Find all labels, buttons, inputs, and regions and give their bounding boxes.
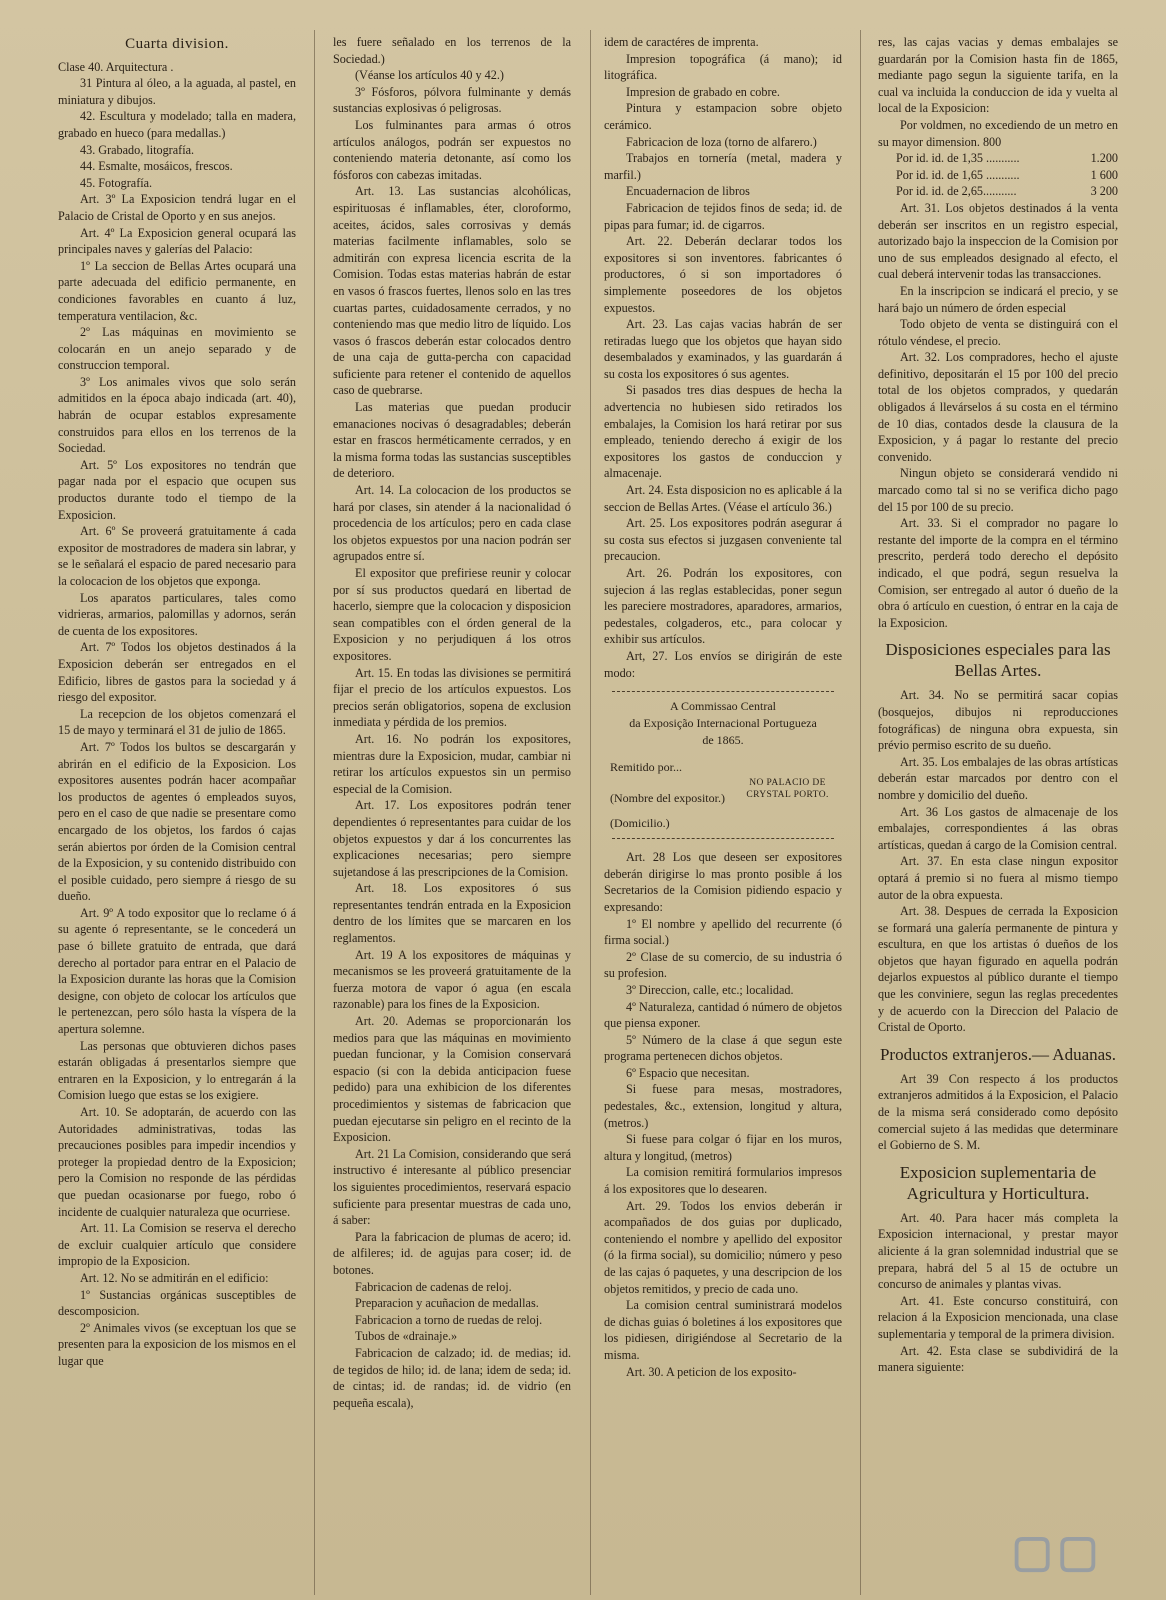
paragraph: Ningun objeto se considerará vendido ni marcado como tal si no se verifica dicho pago del 15 por 100 de su precio. (878, 466, 1118, 514)
paragraph: Art. 42. Esta clase se subdividirá de la manera siguiente: (878, 1343, 1118, 1375)
paragraph: Art. 31. Los objetos destinados á la venta deberán ser inscritos en un registro especial, autorizado bajo la inspeccion de la Comision por uno de sus empleados designado al efecto, el cual deberá intervenir todas las transacciones. (878, 200, 1118, 282)
column-4 (878, 34, 1118, 1594)
paragraph: (Véanse los artículos 40 y 42.) (355, 68, 504, 83)
tariff-amount: 1 600 (1090, 167, 1118, 182)
paragraph: Art. 24. Esta disposicion no es aplicable á la seccion de Bellas Artes. (Véase el artículo 36.) (604, 483, 842, 514)
paragraph: Art. 5º Los expositores no tendrán que pagar nada por el espacio que ocupen sus productos durante todo el tiempo de la Exposicion. (58, 457, 296, 522)
paragraph: 45. Fotografía. (80, 175, 153, 190)
sender-domicile: (Domicilio.) (610, 816, 670, 831)
paragraph: Art. 40. Para hacer más completa la Exposicion internacional, y prestar mayor aliciente á la gran solemnidad industrial que se prepara, habrá del 5 al 15 de octubre un concurso de animales y plantas vivas. (878, 1210, 1118, 1292)
paragraph: 31 Pintura al óleo, a la aguada, al pastel, en miniatura y dibujos. (58, 76, 296, 107)
column-3-bottom (604, 849, 842, 1380)
paragraph: Art. 20. Ademas se proporcionarán los medios para que las máquinas en movimiento puedan funcionar, y la Comision conservará espacio (si con la debida anticipacion fuese pedido) para una exhibicion de los diferentes procedimientos y sistemas de fabricacion que puedan ejecutarse sin peligro en el recinto de la Exposicion. (333, 1014, 571, 1145)
paragraph: Art. 34. No se permitirá sacar copias (bosquejos, dibujos ni reproducciones fotográficas) de ninguna obra expuesta, sin prévio permiso escrito de su dueño. (878, 688, 1118, 753)
paragraph: Art. 30. A peticion de los exposito- (626, 1364, 797, 1379)
paragraph: idem de caractéres de imprenta. (604, 35, 759, 49)
paragraph: Encuadernacion de libros (626, 184, 750, 199)
address-palace: NO PALACIO DE (749, 778, 826, 789)
paragraph: Art. 7º Todos los bultos se descargarán y abrirán en el edificio de la Exposicion. Los expositores ausentes podrán hacer acompañar los productos de agentes ó empleados suyos, pero en el caso de que nadie se presentare como encargado de los objetos, los fardos ó cajas serán abiertos por órden de la Comision central de la Exposicion, y su contenido distribuido con el posible cuidado, pero siempre á riesgo de su dueño. (58, 739, 296, 904)
paragraph: Trabajos en tornería (metal, madera y marfil.) (604, 151, 842, 182)
column-rule (590, 30, 591, 1595)
paragraph: Fabricacion de tejidos finos de seda; id. de pipas para fumar; id. de cigarros. (604, 200, 842, 232)
paragraph: Art. 13. Las sustancias alcohólicas, espirituosas é inflamables, éter, cloroformo, aceites, ácidos, sales corrosivas y demás materias facilmente inflamables, solo se admitirán con expresa licencia escrita de la Comision. Todas estas materias habrán de estar en vasos ó frascos fuertes, llenos solo en las tres cuartas partes, cuidadosamente cerrados, y no conteniendo mas que medio litro de líquido. Los vasos ó frascos deberán estar colocados dentro de una caja de gutta-percha con capacidad suficiente para retener el contenido de aquellos caso de quebrarse. (333, 184, 571, 398)
address-right (733, 759, 842, 832)
library-stamp-icon: ▢▢ (1011, 1527, 1103, 1576)
column-rule (860, 30, 861, 1595)
paragraph: Los fulminantes para armas ó otros artículos análogos, podrán ser expuestos no conteniendo materia detonante, así como los fósforos con cabezas imitadas. (333, 117, 571, 182)
paragraph: Fabricacion de loza (torno de alfarero.) (626, 134, 817, 149)
column-4-top (878, 34, 1118, 150)
paragraph: Art. 19 A los expositores de máquinas y mecanismos se les proveerá gratuitamente de la fuerza motora de vapor ó agua (en escala razonable) para los fines de la Exposicion. (333, 947, 571, 1012)
paragraph: Art. 38. Despues de cerrada la Exposicion se formará una galería permanente de pintura y escultura, en que los artistas ó dueños de los objetos que hayan figurado en aquella podrán dejarlos expuestos al público durante el tiempo que les conviniere, segun las reglas precedentes y de acuerdo con la Direccion del Palacio de Cristal de Oporto. (878, 904, 1118, 1035)
paragraph: 4º Naturaleza, cantidad ó número de objetos que piensa exponer. (604, 999, 842, 1031)
paragraph: 3º Fósforos, pólvora fulminante y demás sustancias explosivas ó peligrosas. (333, 84, 571, 116)
section-heading: Productos extranjeros.— Aduanas. (879, 1044, 1117, 1064)
paragraph: 6º Espacio que necesitan. (626, 1065, 750, 1080)
paragraph: Tubos de «drainaje.» (355, 1329, 458, 1344)
address-rule (612, 838, 834, 839)
paragraph: 3º Los animales vivos que solo serán admitidos en la época abajo indicada (art. 40), habrán de ocupar establos expresamente construidos para ellos en los terrenos de la Sociedad. (58, 374, 296, 456)
sender-label: Remitido por... (610, 760, 682, 775)
tariff-amount: 1.200 (1090, 151, 1118, 166)
paragraph: Preparacion y acuñacion de medallas. (355, 1296, 539, 1311)
paragraph: Pintura y estampacion sobre objeto cerámico. (604, 101, 842, 132)
column-rule (314, 30, 315, 1595)
paragraph: Las personas que obtuvieren dichos pases estarán obligadas á presentarlos siempre que entraren en la Exposicion, y lo entregarán á la Comision luego que estas se los exigiere. (58, 1038, 296, 1103)
paragraph: Art. 12. No se admitirán en el edificio: (80, 1270, 269, 1285)
paragraph: Art. 16. No podrán los expositores, mientras dure la Exposicion, mudar, cambiar ni retirar los artículos expuestos sin un permiso especial de la Comision. (333, 731, 571, 796)
column-2 (333, 34, 571, 1594)
paragraph: Art 39 Con respecto á los productos extranjeros admitidos á la Exposicion, el Palacio de la misma será considerado como depósito comercial sujeto á las medidas que determinare el Gobierno de S. M. (878, 1071, 1118, 1153)
paragraph: Art. 37. En esta clase ningun expositor optará á premio si no fuera al mismo tiempo autor de la obra expuesta. (878, 854, 1118, 902)
sender-name: (Nombre del expositor.) (610, 791, 725, 806)
paragraph: Art. 29. Todos los envios deberán ir acompañados de dos guias por duplicado, conteniendo el nombre y apellido del expositor (ó la firma social), su domicilio; número y peso de las cajas ó paquetes, y una descripcion de los objetos remitidos, y precio de cada uno. (604, 1198, 842, 1296)
paragraph: les fuere señalado en los terrenos de la Sociedad.) (333, 35, 571, 66)
paragraph: Art. 28 Los que deseen ser expositores deberán dirigirse lo mas pronto posible á los Secretarios de la Comision pidiendo espacio y expresando: (604, 850, 842, 914)
paragraph: Art. 41. Este concurso constituirá, con relacion á la Exposicion mencionada, una clase suplementaria y temporal de la primera division. (878, 1293, 1118, 1341)
paragraph: Las materias que puedan producir emanaciones nocivas ó desagradables; deberán estar en frascos herméticamente cerrados, y en la misma forma todas las sustancias susceptibles de deterioro. (333, 400, 571, 481)
tariff-row (878, 150, 1118, 167)
paragraph: 42. Escultura y modelado; talla en madera, grabado en hueco (para medallas.) (58, 109, 296, 140)
paragraph: 2º Clase de su comercio, de su industria ó su profesion. (604, 949, 842, 981)
paragraph: 1º La seccion de Bellas Artes ocupará una parte adecuada del edificio permanente, en condiciones favorables en cuanto á luz, temperatura ventilacion, &c. (58, 258, 296, 323)
tariff-row (878, 183, 1118, 200)
paragraph: Art. 6º Se proveerá gratuitamente á cada expositor de mostradores de madera sin labrar, y se le señalará el espacio de pared necesario para la colocacion de los objetos que exponga. (58, 524, 296, 588)
tariff-label: Por id. id. de 1,35 ........... (896, 151, 1020, 166)
paragraph: Art. 15. En todas las divisiones se permitirá fijar el precio de los artículos expuestos. Los precios serán obligatorios, sopena de exclusion inmediata y pérdida de los premios. (333, 665, 571, 730)
paragraph: Fabricacion a torno de ruedas de reloj. (355, 1312, 543, 1327)
paragraph: Art. 18. Los expositores ó sus representantes tendrán entrada en la Exposicion dentro de los límites que se marcaren en los reglamentos. (333, 881, 571, 946)
tariff-row (878, 167, 1118, 184)
paragraph: En la inscripcion se indicará el precio, y se hará bajo un número de órden especial (878, 283, 1118, 315)
paragraph: 1º Sustancias orgánicas susceptibles de descomposicion. (58, 1287, 296, 1319)
paragraph: Por voldmen, no excediendo de un metro en su mayor dimension. 800 (878, 117, 1118, 149)
paragraph: Art, 27. Los envíos se dirigirán de este modo: (604, 648, 842, 680)
address-left (604, 759, 733, 832)
tariff-amount: 3 200 (1090, 184, 1118, 199)
paragraph: Todo objeto de venta se distinguirá con el rótulo véndese, el precio. (878, 317, 1118, 348)
address-body (604, 759, 842, 832)
address-rule (612, 691, 834, 692)
paragraph: La comision central suministrará modelos de dichas guias ó boletines á los expositores que los pidiesen, dirigiéndose al Secretario de la misma. (604, 1298, 842, 1362)
paragraph: Art. 3º La Exposicion tendrá lugar en el Palacio de Cristal de Oporto y en sus anejos. (58, 192, 296, 223)
paragraph: Fabricacion de cadenas de reloj. (355, 1279, 512, 1294)
paragraph: Art. 14. La colocacion de los productos se hará por clases, sin atender á la nacionalidad ó procedencia de los artículos; pero en cada clase los objetos expuestos por una nacion podrán ser agrupados entre sí. (333, 483, 571, 564)
address-city: CRYSTAL PORTO. (746, 790, 829, 801)
paragraph: Art. 33. Si el comprador no pagare lo restante del importe de la compra en el término prescrito, perderá todo derecho el depósito indicado, el que podrá, segun resuelva la Comision, ser entregado al autor ó dueño de la obra ó artículo en cuestion, ó entrar en la caja de la Exposicion. (878, 516, 1118, 630)
paragraph: Art. 32. Los compradores, hecho el ajuste definitivo, depositarán el 15 por 100 del precio total de los objetos comprados, y quedarán obligados á llevárselos á su costa en el término de 10 dias, contados desde la clausura de la Exposicion, y á pagar lo restante del precio convenido. (878, 350, 1118, 464)
paragraph: 2º Las máquinas en movimiento se colocarán en un anejo separado y de construccion temporal. (58, 325, 296, 373)
paragraph: La recepcion de los objetos comenzará el 15 de mayo y terminará el 31 de julio de 1865. (58, 706, 296, 738)
paragraph: Art. 22. Deberán declarar todos los expositores si son inventores. fabricantes ó productores, ó si son importadores ó simplemente poseedores de los objetos expuestos. (604, 234, 842, 315)
paragraph: Art. 7º Todos los objetos destinados á la Exposicion deberán ser entregados en el Edificio, libres de gastos para la sociedad y á riesgo del expositor. (58, 640, 296, 705)
storage-tariff (878, 150, 1118, 200)
paragraph: Art. 9º A todo expositor que lo reclame ó á su agente ó representante, se le concederá un pase ó billete gratuito de entrada, que dará derecho al portador para entrar en el Palacio de la Exposicion durante las horas que la Comision designe, con objeto de colocar los artículos que le pertenezcan, pero sólo hasta la víspera de la apertura solemne. (58, 905, 296, 1037)
paragraph: Art. 35. Los embalajes de las obras artísticas deberán estar marcados por dentro con el nombre y domicilio del dueño. (878, 754, 1118, 802)
tariff-label: Por id. id. de 1,65 ........... (896, 167, 1020, 182)
paragraph: El expositor que prefiriese reunir y colocar por sí sus productos quedará en libertad de hacerlo, siempre que la colocacion y disposicion sean compatibles con el órden general de la Exposicion y no perjudiquen á los otros expositores. (333, 566, 571, 663)
tariff-label: Por id. id. de 2,65........... (896, 184, 1017, 199)
column-1 (58, 34, 296, 1594)
paragraph: 3º Direccion, calle, etc.; localidad. (626, 982, 794, 997)
paragraph: Fabricacion de calzado; id. de medias; id. de tegidos de hilo; id. de lana; idem de seda; id. de cintas; id. de randas; id. de vidrio (en pequeña escala), (333, 1345, 571, 1410)
section-heading: Exposicion suplementaria de Agricultura y Horticultura. (899, 1162, 1097, 1203)
paragraph: Art. 17. Los expositores podrán tener dependientes ó representantes para cuidar de los objetos expuestos y dar á los concurrentes las explicaciones necesarias; pero siempre sujetandose á las prescripciones de la Comision. (333, 798, 571, 879)
shipping-address-block (604, 691, 842, 839)
paragraph: Para la fabricacion de plumas de acero; id. de alfileres; id. de agujas para coser; id. de botones. (333, 1229, 571, 1277)
paragraph: res, las cajas vacias y demas embalajes se guardarán por la Comision hasta fin de 1865, mediante pago segun la siguiente tarifa, en la cual va incluida la conduccion de ida y vuelta al local de la Exposicion: (878, 35, 1118, 116)
paragraph: Art. 11. La Comision se reserva el derecho de excluir cualquier artículo que considere impropio de la Exposicion. (58, 1221, 296, 1269)
paragraph: Si fuese para mesas, mostradores, pedestales, &c., extension, longitud y altura, (metros.) (604, 1082, 842, 1130)
paragraph: Art. 10. Se adoptarán, de acuerdo con las Autoridades administrativas, todas las precauciones posibles para impedir incendios y proteger la propiedad dentro de la Exposicion; pero la Comision no responde de las pérdidas que puedan ocasionarse por fuego, robo ó incidente de cualquier naturaleza que ocurriese. (58, 1105, 296, 1219)
paragraph: Art. 36 Los gastos de almacenaje de los embalajes, correspondientes á las obras artísticas, quedan á cargo de la Comision central. (878, 804, 1118, 852)
paragraph: Clase 40. Arquitectura . (58, 59, 174, 74)
address-line-2: da Exposição Internacional Portugueza (629, 716, 817, 731)
paragraph: 5º Número de la clase á que segun este programa pertenecen dichos objetos. (604, 1032, 842, 1064)
paragraph: Si pasados tres dias despues de hecha la advertencia no hubiesen sido retirados los embalajes, la Comision los hará retirar por sus empleado, teniendo derecho á exigir de los expositores los gastos de conduccion y almacenaje. (604, 383, 842, 481)
address-line-3: de 1865. (702, 733, 744, 748)
column-3-top (604, 34, 842, 681)
paragraph: Art. 21 La Comision, considerando que será instructivo é interesante al público presenciar los siguientes procedimientos, reservará espacio suficiente para presentar muestras de cada uno, á saber: (333, 1146, 571, 1228)
paragraph: Impresion de grabado en cobre. (626, 84, 780, 99)
section-heading: Cuarta division. (125, 36, 229, 52)
paragraph: Si fuese para colgar ó fijar en los muros, altura y longitud, (metros) (604, 1132, 842, 1163)
address-line-1: A Commissao Central (670, 699, 776, 714)
paragraph: 43. Grabado, litografía. (80, 142, 195, 157)
column-4-bottom (878, 200, 1118, 1376)
paragraph: La comision remitirá formularios impresos á los expositores que lo desearen. (604, 1165, 842, 1197)
paragraph: Impresion topográfica (á mano); id litográfica. (604, 51, 842, 83)
paragraph: Los aparatos particulares, tales como vidrieras, armarios, palomillas y adornos, serán de cuenta de los expositores. (58, 590, 296, 638)
column-3 (604, 34, 842, 1594)
paragraph: 2º Animales vivos (se exceptuan los que se presenten para la exposicion de los mismos en el lugar que (58, 1320, 296, 1368)
section-heading: Disposiciones especiales para las Bellas Artes. (885, 640, 1111, 681)
paragraph: Art. 25. Los expositores podrán asegurar á su costa sus efectos si juzgasen conveniente tal precaucion. (604, 516, 842, 564)
paragraph: Art. 4º La Exposicion general ocupará las principales naves y galerías del Palacio: (58, 225, 296, 257)
paragraph: Art. 23. Las cajas vacias habrán de ser retiradas luego que los objetos que hayan sido desembalados y examinados, y las guardarán á su costa los expositores ó sus agentes. (604, 317, 842, 381)
paragraph: Art. 26. Podrán los expositores, con sujecion á las reglas establecidas, poner segun les pareciere mostradores, aparadores, armarios, pedestales, colgaderos, etc., para colocar y exhibir sus artículos. (604, 566, 842, 647)
paragraph: 1º El nombre y apellido del recurrente (ó firma social.) (604, 916, 842, 948)
paragraph: 44. Esmalte, mosáicos, frescos. (80, 159, 233, 174)
